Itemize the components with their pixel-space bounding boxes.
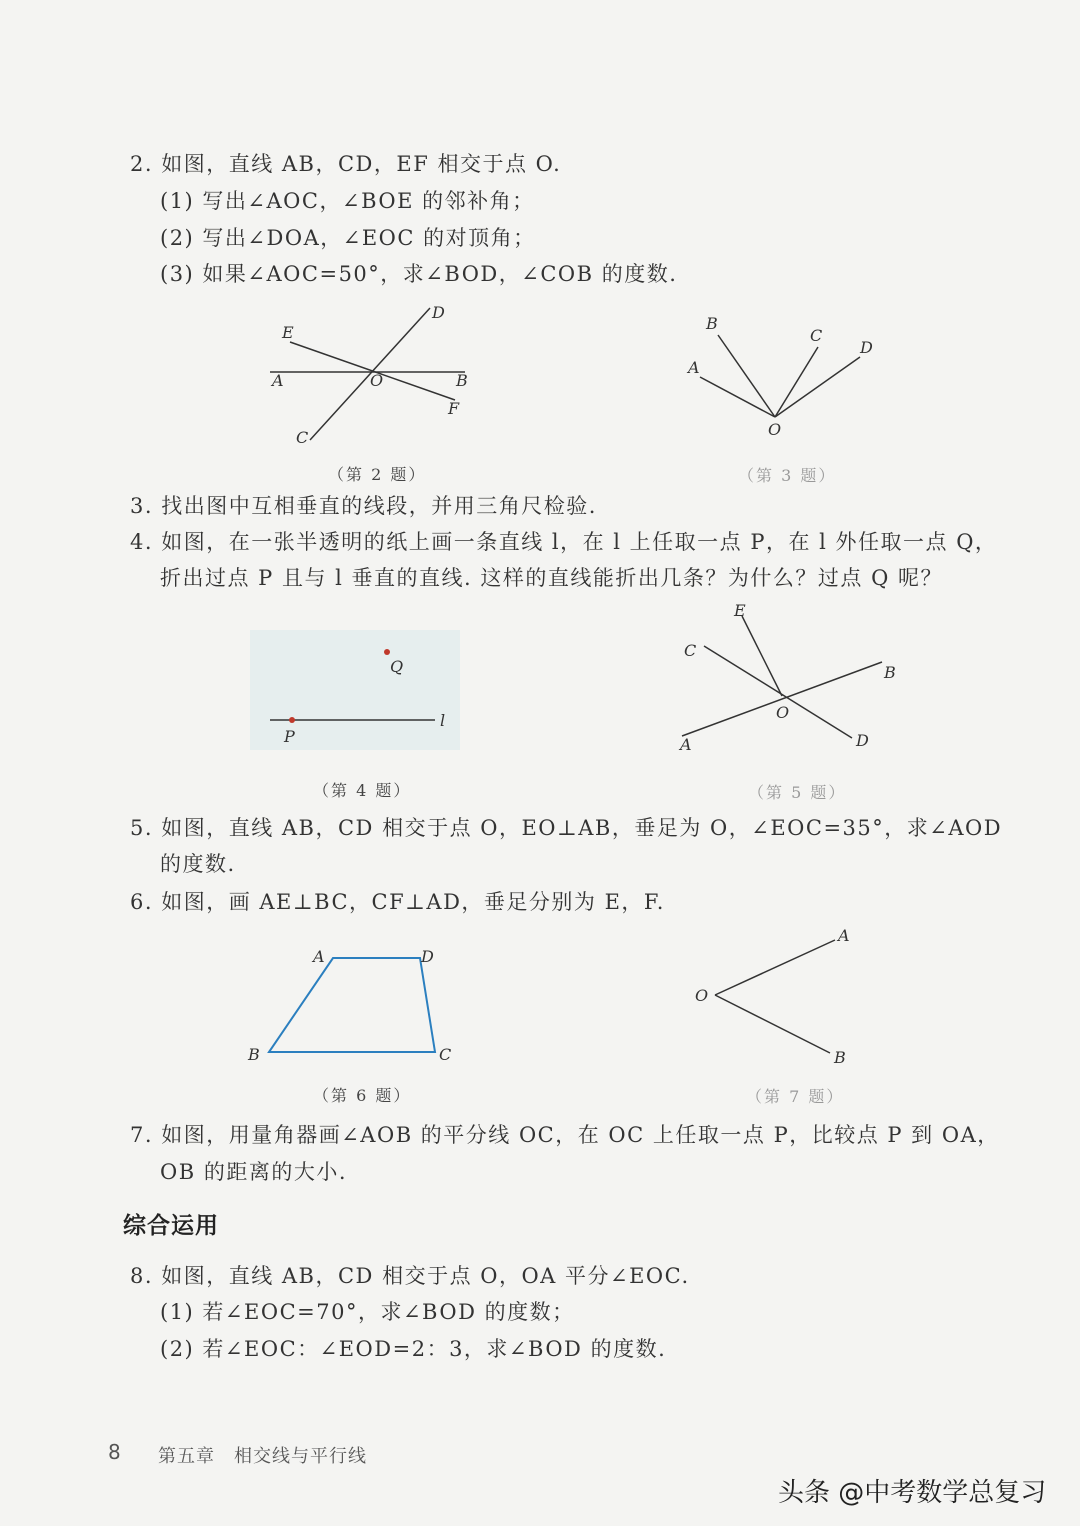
label-b: B bbox=[834, 1048, 846, 1067]
label-d: D bbox=[421, 947, 434, 966]
figure-4-caption: （第 4 题） bbox=[313, 781, 412, 800]
label-q: Q bbox=[390, 657, 404, 676]
line-cd bbox=[704, 646, 852, 738]
problem-3-stem: 3. 找出图中互相垂直的线段，并用三角尺检验. bbox=[130, 494, 597, 518]
label-d: D bbox=[860, 338, 873, 357]
figure-2 bbox=[260, 300, 490, 450]
label-a: A bbox=[838, 926, 850, 945]
figure-3-caption: （第 3 题） bbox=[738, 466, 837, 485]
watermark: 头条 @中考数学总复习 bbox=[778, 1478, 1047, 1508]
problem-8-stem: 8. 如图，直线 AB，CD 相交于点 O，OA 平分∠EOC. bbox=[130, 1264, 690, 1288]
problem-2-question-3: (3) 如果∠AOC=50°，求∠BOD，∠COB 的度数. bbox=[160, 262, 678, 286]
problem-4-line-1: 4. 如图，在一张半透明的纸上画一条直线 l，在 l 上任取一点 P，在 l 外任取一点 Q， bbox=[130, 530, 998, 554]
problem-5-line-2: 的度数. bbox=[160, 852, 236, 876]
label-d: D bbox=[432, 303, 445, 322]
label-e: E bbox=[734, 601, 746, 620]
label-o: O bbox=[768, 420, 782, 439]
line-ab bbox=[682, 662, 882, 736]
figure-7 bbox=[690, 925, 870, 1075]
label-b: B bbox=[456, 371, 468, 390]
label-f: F bbox=[448, 399, 460, 418]
label-c: C bbox=[439, 1045, 452, 1064]
problem-7-line-1: 7. 如图，用量角器画∠AOB 的平分线 OC，在 OC 上任取一点 P，比较点 P 到 OA， bbox=[130, 1123, 1000, 1147]
label-a: A bbox=[680, 735, 692, 754]
point-q bbox=[384, 649, 390, 655]
ray-ob bbox=[718, 335, 775, 417]
figure-6-caption: （第 6 题） bbox=[313, 1086, 412, 1105]
figure-4 bbox=[250, 630, 460, 750]
label-o: O bbox=[695, 986, 709, 1005]
label-b: B bbox=[248, 1045, 260, 1064]
label-a: A bbox=[688, 358, 700, 377]
figure-3 bbox=[680, 305, 880, 445]
label-o: O bbox=[370, 371, 384, 390]
label-a: A bbox=[313, 947, 325, 966]
ray-oa bbox=[700, 377, 775, 417]
chapter-title: 第五章 相交线与平行线 bbox=[158, 1446, 367, 1467]
problem-8-question-2: (2) 若∠EOC：∠EOD=2：3，求∠BOD 的度数. bbox=[160, 1337, 667, 1361]
point-p bbox=[289, 717, 295, 723]
translucent-paper bbox=[250, 630, 460, 750]
label-b: B bbox=[884, 663, 896, 682]
label-a: A bbox=[272, 371, 284, 390]
problem-6-stem: 6. 如图，画 AE⊥BC，CF⊥AD，垂足分别为 E，F. bbox=[130, 890, 665, 914]
label-c: C bbox=[684, 641, 697, 660]
problem-8-question-1: (1) 若∠EOC=70°，求∠BOD 的度数； bbox=[160, 1300, 575, 1324]
trapezoid-abcd bbox=[269, 958, 435, 1052]
label-o: O bbox=[776, 703, 790, 722]
page-number: 8 bbox=[108, 1440, 121, 1464]
figure-5 bbox=[672, 598, 902, 758]
ray-ob bbox=[715, 995, 830, 1053]
label-p: P bbox=[284, 727, 295, 746]
problem-2-question-2: (2) 写出∠DOA，∠EOC 的对顶角； bbox=[160, 226, 536, 250]
ray-oa bbox=[715, 940, 835, 995]
ray-od bbox=[775, 357, 860, 417]
ray-oc bbox=[775, 347, 818, 417]
label-c: C bbox=[296, 428, 309, 447]
label-d: D bbox=[856, 731, 869, 750]
problem-2-stem: 2. 如图，直线 AB，CD，EF 相交于点 O. bbox=[130, 152, 562, 176]
figure-2-caption: （第 2 题） bbox=[328, 465, 427, 484]
problem-7-line-2: OB 的距离的大小. bbox=[160, 1160, 347, 1184]
label-b: B bbox=[706, 314, 718, 333]
problem-5-line-1: 5. 如图，直线 AB，CD 相交于点 O，EO⊥AB，垂足为 O，∠EOC=35°，求∠AOD bbox=[130, 816, 1003, 840]
label-e: E bbox=[282, 323, 294, 342]
label-c: C bbox=[810, 326, 823, 345]
figure-6 bbox=[245, 940, 465, 1070]
problem-2-question-1: (1) 写出∠AOC，∠BOE 的邻补角； bbox=[160, 189, 535, 213]
figure-7-caption: （第 7 题） bbox=[746, 1087, 845, 1106]
label-l: l bbox=[440, 711, 446, 730]
section-title: 综合运用 bbox=[123, 1213, 219, 1239]
figure-5-caption: （第 5 题） bbox=[748, 783, 847, 802]
problem-4-line-2: 折出过点 P 且与 l 垂直的直线. 这样的直线能折出几条？为什么？过点 Q 呢？ bbox=[160, 566, 943, 590]
ray-oe bbox=[742, 616, 782, 696]
